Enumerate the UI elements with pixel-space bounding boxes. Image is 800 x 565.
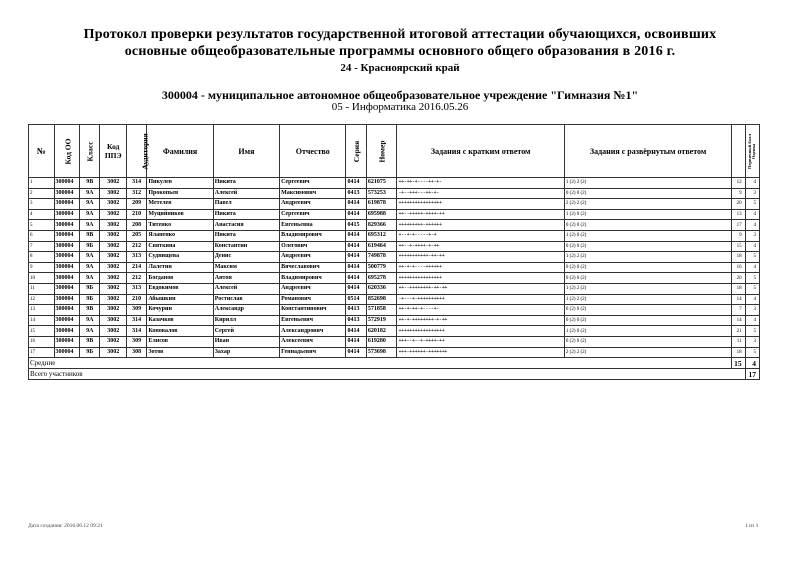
row-surname: Муцийников (147, 209, 213, 220)
row-surname: Абышкин (147, 294, 213, 305)
col-long-tasks: Задания с развёрнутым ответом (564, 125, 731, 178)
row-long-answers: 1 (2) 2 (2) (564, 294, 731, 305)
row-code-ppe: 3002 (100, 209, 127, 220)
row-doc-number: 749878 (366, 252, 397, 263)
row-patronymic: Вячеславович (280, 262, 346, 273)
row-series: 0413 (346, 305, 366, 316)
col-auditorium: Аудитория (126, 125, 146, 178)
col-code-ppe: Код ППЭ (100, 125, 127, 178)
row-code-ppe: 3002 (100, 305, 127, 316)
row-code-oo: 300004 (54, 188, 80, 199)
row-grade: 5 (745, 326, 759, 337)
row-long-answers: 0 (2) 0 (2) (564, 336, 731, 347)
row-doc-number: 695988 (366, 209, 397, 220)
row-long-answers: 1 (2) 2 (2) (564, 283, 731, 294)
row-doc-number: 573698 (366, 347, 397, 358)
row-number: 6 (29, 230, 55, 241)
row-long-answers: 0 (2) 0 (2) (564, 305, 731, 316)
table-row (29, 188, 760, 199)
table-row (29, 347, 760, 358)
row-code-oo: 300004 (54, 262, 80, 273)
row-long-answers: 2 (2) 2 (2) (564, 199, 731, 210)
row-short-answers: ++-+-++-+----+- (397, 305, 564, 316)
row-doc-number: 621075 (366, 178, 397, 189)
row-code-oo: 300004 (54, 220, 80, 231)
row-name: Александр (213, 305, 279, 316)
row-patronymic: Александрович (280, 326, 346, 337)
row-short-answers: ++-++-+----++-+- (397, 178, 564, 189)
row-grade: 4 (745, 262, 759, 273)
row-series: 0414 (346, 178, 366, 189)
row-series: 0415 (346, 220, 366, 231)
row-number: 5 (29, 220, 55, 231)
col-code-oo: Код ОО (54, 125, 80, 178)
row-short-answers: +++--+--+-++++-++ (397, 336, 564, 347)
row-code-oo: 300004 (54, 209, 80, 220)
row-doc-number: 829366 (366, 220, 397, 231)
row-surname: Прокопьев (147, 188, 213, 199)
row-patronymic: Олегович (280, 241, 346, 252)
row-short-answers: ++--+-++++-+-++ (397, 241, 564, 252)
row-patronymic: Владимирович (280, 230, 346, 241)
row-short-answers: ++--++++++++-++-++ (397, 283, 564, 294)
row-auditorium: 314 (126, 315, 146, 326)
row-long-answers: 0 (2) 0 (2) (564, 262, 731, 273)
row-number: 2 (29, 188, 55, 199)
row-doc-number: 619878 (366, 199, 397, 210)
row-patronymic: Романович (280, 294, 346, 305)
row-patronymic: Андреевич (280, 252, 346, 263)
row-name: Никита (213, 178, 279, 189)
row-number: 1 (29, 178, 55, 189)
row-primary-score: 21 (732, 326, 745, 337)
row-series: 0413 (346, 315, 366, 326)
table-row (29, 294, 760, 305)
row-number: 13 (29, 305, 55, 316)
row-number: 4 (29, 209, 55, 220)
row-name: Константин (213, 241, 279, 252)
page-indicator: 1 из 1 (745, 523, 759, 529)
row-series: 0414 (346, 336, 366, 347)
row-surname: Яланенко (147, 230, 213, 241)
total-value: 17 (745, 369, 759, 380)
row-long-answers: 1 (2) 2 (2) (564, 252, 731, 263)
row-doc-number: 852698 (366, 294, 397, 305)
row-short-answers: ++-+-++++++++-+-++ (397, 315, 564, 326)
table-body (29, 178, 760, 358)
row-long-answers: 0 (2) 0 (2) (564, 188, 731, 199)
averages-row (29, 358, 760, 369)
row-auditorium: 309 (126, 336, 146, 347)
row-number: 15 (29, 326, 55, 337)
row-number: 14 (29, 315, 55, 326)
row-code-oo: 300004 (54, 326, 80, 337)
row-code-ppe: 3002 (100, 283, 127, 294)
row-code-ppe: 3002 (100, 252, 127, 263)
row-short-answers: +++-++++++-+++++++ (397, 347, 564, 358)
average-primary: 15 (732, 358, 745, 369)
col-num: № (29, 125, 55, 178)
col-number: Номер (366, 125, 397, 178)
row-auditorium: 210 (126, 294, 146, 305)
table-row (29, 315, 760, 326)
row-class: 9А (80, 252, 100, 263)
row-code-ppe: 3002 (100, 178, 127, 189)
row-patronymic: Владимирович (280, 273, 346, 284)
protocol-title-line1: Протокол проверки результатов государственной итоговой аттестации обучающихся, освоивших (83, 27, 717, 42)
row-short-answers: +--+-+-----+-+ (397, 230, 564, 241)
row-grade: 5 (745, 283, 759, 294)
row-number: 11 (29, 283, 55, 294)
results-table (28, 124, 760, 380)
row-code-ppe: 3002 (100, 262, 127, 273)
row-name: Павел (213, 199, 279, 210)
row-class: 9В (80, 336, 100, 347)
row-grade: 3 (745, 336, 759, 347)
row-code-oo: 300004 (54, 294, 80, 305)
row-primary-score: 17 (732, 220, 745, 231)
row-class: 9Б (80, 347, 100, 358)
row-series: 0414 (346, 262, 366, 273)
row-surname: Казачков (147, 315, 213, 326)
row-doc-number: 620336 (366, 283, 397, 294)
row-auditorium: 313 (126, 252, 146, 263)
row-patronymic: Алексеевич (280, 336, 346, 347)
row-code-ppe: 3002 (100, 326, 127, 337)
row-surname: Зотов (147, 347, 213, 358)
table-row (29, 283, 760, 294)
row-number: 12 (29, 294, 55, 305)
row-patronymic: Евгеньевна (280, 220, 346, 231)
row-primary-score: 20 (732, 199, 745, 210)
row-grade: 4 (745, 209, 759, 220)
table-row (29, 241, 760, 252)
row-number: 8 (29, 252, 55, 263)
row-primary-score: 12 (732, 178, 745, 189)
row-primary-score: 18 (732, 252, 745, 263)
row-auditorium: 208 (126, 220, 146, 231)
row-short-answers: -+---+-++++++++++ (397, 294, 564, 305)
row-grade: 4 (745, 241, 759, 252)
table-row (29, 252, 760, 263)
creation-date: Дата создания: 2016.06.12 09:21 (28, 523, 103, 529)
row-doc-number: 695312 (366, 230, 397, 241)
row-code-oo: 300004 (54, 241, 80, 252)
row-auditorium: 308 (126, 347, 146, 358)
row-class: 9А (80, 199, 100, 210)
row-name: Никита (213, 230, 279, 241)
table-row (29, 326, 760, 337)
row-patronymic: Сергеевич (280, 178, 346, 189)
row-surname: Святкина (147, 241, 213, 252)
row-series: 0414 (346, 273, 366, 284)
row-code-oo: 300004 (54, 273, 80, 284)
row-long-answers: 1 (2) 0 (2) (564, 326, 731, 337)
row-grade: 5 (745, 252, 759, 263)
row-long-answers: 2 (2) 2 (2) (564, 347, 731, 358)
row-name: Анастасия (213, 220, 279, 231)
row-auditorium: 313 (126, 283, 146, 294)
row-auditorium: 309 (126, 305, 146, 316)
row-series: 0414 (346, 199, 366, 210)
row-auditorium: 312 (126, 188, 146, 199)
row-short-answers: ++++++++++++++++ (397, 273, 564, 284)
row-short-answers: ++-+-+----++++++ (397, 262, 564, 273)
row-number: 9 (29, 262, 55, 273)
row-series: 0414 (346, 283, 366, 294)
row-auditorium: 205 (126, 230, 146, 241)
row-name: Ростислав (213, 294, 279, 305)
row-code-ppe: 3002 (100, 273, 127, 284)
row-doc-number: 695278 (366, 273, 397, 284)
row-patronymic: Евгеньевич (280, 315, 346, 326)
row-patronymic: Константинович (280, 305, 346, 316)
row-code-ppe: 3002 (100, 347, 127, 358)
row-short-answers: +++++++++-++++++ (397, 220, 564, 231)
table-header-row (29, 125, 760, 178)
row-short-answers: -+--+++---++-+- (397, 188, 564, 199)
col-surname: Фамилия (147, 125, 213, 178)
row-doc-number: 500779 (366, 262, 397, 273)
row-auditorium: 314 (126, 178, 146, 189)
row-surname: Богданов (147, 273, 213, 284)
row-code-oo: 300004 (54, 199, 80, 210)
table-row (29, 336, 760, 347)
row-long-answers: 1 (2) 0 (2) (564, 230, 731, 241)
row-primary-score: 7 (732, 305, 745, 316)
row-grade: 3 (745, 188, 759, 199)
row-auditorium: 214 (126, 262, 146, 273)
row-series: 0414 (346, 209, 366, 220)
row-patronymic: Андреевич (280, 199, 346, 210)
col-series: Серия (346, 125, 366, 178)
row-primary-score: 14 (732, 294, 745, 305)
table-row (29, 199, 760, 210)
row-long-answers: 0 (2) 0 (2) (564, 315, 731, 326)
row-doc-number: 620182 (366, 326, 397, 337)
row-doc-number: 571858 (366, 305, 397, 316)
row-doc-number: 619280 (366, 336, 397, 347)
row-class: 9Б (80, 283, 100, 294)
row-name: Денис (213, 252, 279, 263)
row-code-ppe: 3002 (100, 294, 127, 305)
row-primary-score: 20 (732, 273, 745, 284)
row-surname: Метелев (147, 199, 213, 210)
row-patronymic: Геннадьевич (280, 347, 346, 358)
row-auditorium: 210 (126, 209, 146, 220)
col-patronymic: Отчество (280, 125, 346, 178)
row-auditorium: 212 (126, 241, 146, 252)
row-long-answers: 1 (2) 2 (2) (564, 178, 731, 189)
row-code-ppe: 3002 (100, 199, 127, 210)
col-class: Класс (80, 125, 100, 178)
col-short-tasks: Задания с кратким ответом (397, 125, 564, 178)
row-code-ppe: 3002 (100, 315, 127, 326)
row-primary-score: 18 (732, 347, 745, 358)
school-label: 300004 - муниципальное автономное общеобразовательное учреждение "Гимназия №1" (161, 88, 639, 102)
row-long-answers: 1 (2) 0 (2) (564, 209, 731, 220)
row-grade: 5 (745, 199, 759, 210)
row-name: Никита (213, 209, 279, 220)
row-name: Кирилл (213, 315, 279, 326)
row-patronymic: Андреевич (280, 283, 346, 294)
row-number: 10 (29, 273, 55, 284)
row-grade: 3 (745, 305, 759, 316)
row-series: 0414 (346, 347, 366, 358)
row-primary-score: 16 (732, 262, 745, 273)
row-code-oo: 300004 (54, 336, 80, 347)
row-code-oo: 300004 (54, 347, 80, 358)
col-grade: Оценка (745, 125, 759, 178)
row-code-oo: 300004 (54, 230, 80, 241)
row-class: 9В (80, 230, 100, 241)
row-short-answers: ++--+++++-++++-++ (397, 209, 564, 220)
row-long-answers: 0 (2) 0 (2) (564, 220, 731, 231)
row-class: 9Б (80, 294, 100, 305)
row-code-ppe: 3002 (100, 188, 127, 199)
row-grade: 4 (745, 178, 759, 189)
row-grade: 5 (745, 347, 759, 358)
row-code-oo: 300004 (54, 305, 80, 316)
total-label: Всего участников (29, 369, 746, 380)
row-series: 0414 (346, 230, 366, 241)
total-row (29, 369, 760, 380)
row-auditorium: 314 (126, 326, 146, 337)
row-grade: 4 (745, 315, 759, 326)
table-row (29, 273, 760, 284)
row-auditorium: 209 (126, 199, 146, 210)
row-patronymic: Максимович (280, 188, 346, 199)
row-number: 3 (29, 199, 55, 210)
subject-label: 05 - Информатика 2016.05.26 (331, 101, 469, 113)
table-row (29, 178, 760, 189)
row-primary-score: 18 (732, 283, 745, 294)
row-grade: 4 (745, 220, 759, 231)
row-code-ppe: 3002 (100, 241, 127, 252)
row-code-oo: 300004 (54, 178, 80, 189)
row-class: 9Б (80, 241, 100, 252)
region-label: 24 - Красноярский край (340, 62, 460, 74)
row-code-ppe: 3002 (100, 230, 127, 241)
col-name: Имя (213, 125, 279, 178)
row-class: 9В (80, 305, 100, 316)
row-class: 9В (80, 178, 100, 189)
row-class: 9А (80, 262, 100, 273)
row-doc-number: 619464 (366, 241, 397, 252)
row-series: 0413 (346, 188, 366, 199)
table-row (29, 209, 760, 220)
row-primary-score: 14 (732, 315, 745, 326)
row-surname: Титенко (147, 220, 213, 231)
row-series: 0414 (346, 326, 366, 337)
average-grade: 4 (745, 358, 759, 369)
row-code-oo: 300004 (54, 315, 80, 326)
row-short-answers: +++++++++++++++++ (397, 326, 564, 337)
table-row (29, 230, 760, 241)
col-primary-score: Первичный балл (732, 125, 745, 178)
row-grade: 5 (745, 273, 759, 284)
row-primary-score: 9 (732, 188, 745, 199)
row-surname: Коновалов (147, 326, 213, 337)
row-grade: 3 (745, 230, 759, 241)
row-name: Алексей (213, 188, 279, 199)
row-surname: Лалетин (147, 262, 213, 273)
row-primary-score: 13 (732, 209, 745, 220)
row-short-answers: +++++++++++-++-++ (397, 252, 564, 263)
row-long-answers: 0 (2) 0 (2) (564, 241, 731, 252)
table-row (29, 305, 760, 316)
row-doc-number: 573253 (366, 188, 397, 199)
row-number: 16 (29, 336, 55, 347)
row-patronymic: Сергеевич (280, 209, 346, 220)
row-surname: Кочурин (147, 305, 213, 316)
row-name: Алексей (213, 283, 279, 294)
table-row (29, 262, 760, 273)
row-grade: 4 (745, 294, 759, 305)
row-class: 9А (80, 273, 100, 284)
row-series: 0414 (346, 252, 366, 263)
row-code-oo: 300004 (54, 252, 80, 263)
row-doc-number: 572919 (366, 315, 397, 326)
row-class: 9А (80, 326, 100, 337)
row-primary-score: 15 (732, 241, 745, 252)
row-class: 9А (80, 209, 100, 220)
row-primary-score: 11 (732, 336, 745, 347)
row-primary-score: 9 (732, 230, 745, 241)
protocol-title-line2: основные общеобразовательные программы основного общего образования в 2016 г. (124, 44, 676, 59)
row-number: 17 (29, 347, 55, 358)
averages-label: Средние (29, 358, 732, 369)
row-code-ppe: 3002 (100, 220, 127, 231)
row-name: Иван (213, 336, 279, 347)
row-class: 9А (80, 188, 100, 199)
row-code-oo: 300004 (54, 283, 80, 294)
row-surname: Пикулев (147, 178, 213, 189)
row-long-answers: 0 (2) 0 (2) (564, 273, 731, 284)
row-auditorium: 212 (126, 273, 146, 284)
row-surname: Суднищева (147, 252, 213, 263)
row-series: 0514 (346, 294, 366, 305)
row-class: 9А (80, 315, 100, 326)
row-series: 0414 (346, 241, 366, 252)
row-name: Антон (213, 273, 279, 284)
row-surname: Евдокимов (147, 283, 213, 294)
row-name: Сергей (213, 326, 279, 337)
row-code-ppe: 3002 (100, 336, 127, 347)
row-short-answers: ++++++++++++++++ (397, 199, 564, 210)
table-row (29, 220, 760, 231)
row-number: 7 (29, 241, 55, 252)
row-name: Захар (213, 347, 279, 358)
row-class: 9А (80, 220, 100, 231)
row-surname: Елисов (147, 336, 213, 347)
row-name: Максим (213, 262, 279, 273)
